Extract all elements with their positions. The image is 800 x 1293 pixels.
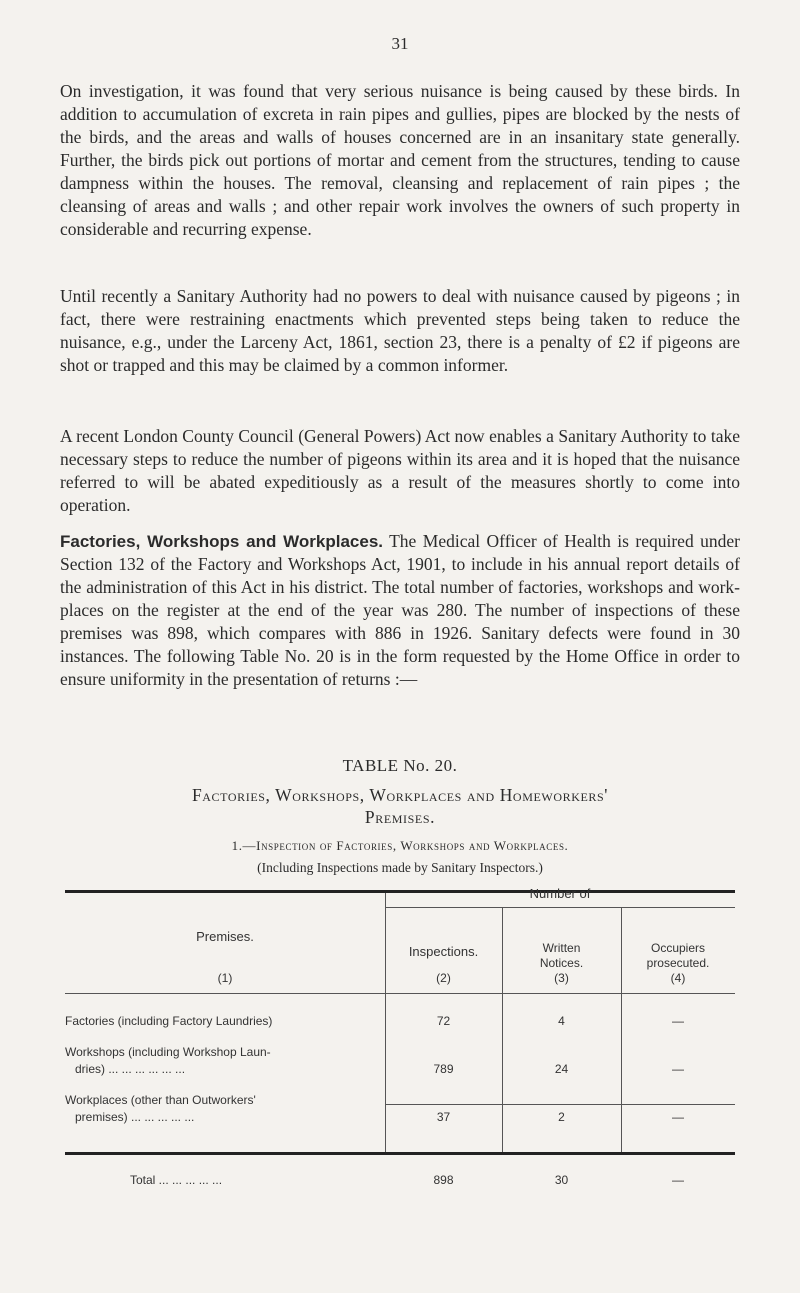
table-section-title: 1.—Inspection of Factories, Workshops and Workplaces. xyxy=(231,838,569,853)
row-label-line: Factories (including Factory Laundries) xyxy=(65,1014,273,1028)
cell-notices: 4 xyxy=(558,1014,565,1028)
table-subtitle xyxy=(0,784,800,828)
cell-prosecuted: — xyxy=(672,1014,684,1028)
row-label-line: dries) ... ... ... ... ... ... xyxy=(75,1062,186,1076)
table-row-label xyxy=(65,1013,373,1030)
header-col3-num: (3) xyxy=(554,971,569,985)
table-subtitle-line1: Factories, Workshops, Workplaces and Homeworkers' xyxy=(191,785,609,805)
paragraph-text: On investigation, it was found that very serious nuisance is being caused by these birds. In addition to accumulation of excreta in rain pipes and gullies, pipes are blocked by the nests of the birds, and the areas and walls of houses concerned are in an insanitary state generally. Further, the birds pick out portions of mortar and cement from the structures, tending to cause dampness within the houses. The removal, cleansing and replacement of rain pipes ; the cleansing of areas and walls ; and other repair work involves the owners of such property in considerable and recurring expense. xyxy=(60,81,740,239)
group-header-rule xyxy=(385,907,735,908)
header-written: Written xyxy=(542,941,581,955)
section-paragraph xyxy=(60,530,740,691)
row-label-line: premises) ... ... ... ... ... xyxy=(75,1110,195,1124)
total-top-rule xyxy=(385,1104,735,1105)
header-occupiers: Occupiers xyxy=(650,941,706,955)
paragraph-2 xyxy=(60,285,740,377)
cell-inspections: 72 xyxy=(436,1014,451,1028)
table-row-label xyxy=(65,1092,373,1126)
header-col1-num: (1) xyxy=(217,971,233,985)
header-notices: Notices. xyxy=(539,956,584,970)
header-col4-num: (4) xyxy=(670,971,686,985)
cell-inspections: 37 xyxy=(436,1110,451,1124)
table-subtitle-line2: Premises. xyxy=(364,807,436,827)
inspection-table xyxy=(65,886,735,1076)
total-notices: 30 xyxy=(554,1173,569,1187)
paragraph-text: A recent London County Council (General Powers) Act now enables a Sanitary Authority to take necessary steps to reduce the number of pigeons within its area and it is hoped that the nuisance referred to will be abated expeditiously as a result of the measures shortly to come into operation. xyxy=(60,426,740,515)
table-row-label xyxy=(65,1044,373,1078)
row-label-line: Workplaces (other than Outworkers' xyxy=(65,1093,256,1107)
header-inspections: Inspections. xyxy=(408,944,479,959)
paragraph-3 xyxy=(60,425,740,517)
paragraph-1 xyxy=(60,80,740,241)
table-section-note: (Including Inspections made by Sanitary Inspectors.) xyxy=(257,860,543,875)
cell-inspections: 789 xyxy=(433,1062,454,1076)
page-number: 31 xyxy=(391,34,409,53)
cell-prosecuted: — xyxy=(672,1110,684,1124)
cell-notices: 2 xyxy=(558,1110,565,1124)
total-inspections: 898 xyxy=(433,1173,454,1187)
cell-notices: 24 xyxy=(554,1062,569,1076)
total-label: Total ... ... ... ... ... xyxy=(130,1173,223,1187)
total-prosecuted: — xyxy=(672,1173,684,1187)
header-prosecuted: prosecuted. xyxy=(646,956,710,970)
cell-prosecuted: — xyxy=(672,1062,684,1076)
table-title: TABLE No. 20. xyxy=(342,756,458,775)
header-number-of: Number of xyxy=(529,886,591,901)
table-bottom-rule xyxy=(65,1152,735,1155)
header-premises: Premises. xyxy=(196,929,254,944)
section-heading: Factories, Workshops and Workplaces. xyxy=(60,532,383,551)
paragraph-text: Until recently a Sanitary Authority had no powers to deal with nuisance caused by pigeons ; in fact, there were restraining enactments which prevented steps being taken to reduce the nuisance, e.g., under the Larceny Act, 1861, section 23, there is a penalty of £2 if pigeons are shot or trapped and this may be claimed by a common informer. xyxy=(60,286,740,375)
header-bottom-rule xyxy=(65,993,735,994)
section-text: The Medical Officer of Health is required under Section 132 of the Factory and Workshops Act, 1901, to include in his annual report details of the administration of this Act in his district. The total number of factories, workshops and work-places on the register at the end of the year was 280. The number of inspections of these premises was 898, which compares with 886 in 1926. Sanitary defects were found in 30 instances. The following Table No. 20 is in the form requested by the Home Office in order to ensure uniformity in the presentation of returns :— xyxy=(60,531,740,689)
header-col2-num: (2) xyxy=(436,971,451,985)
row-label-line: Workshops (including Workshop Laun- xyxy=(65,1045,271,1059)
